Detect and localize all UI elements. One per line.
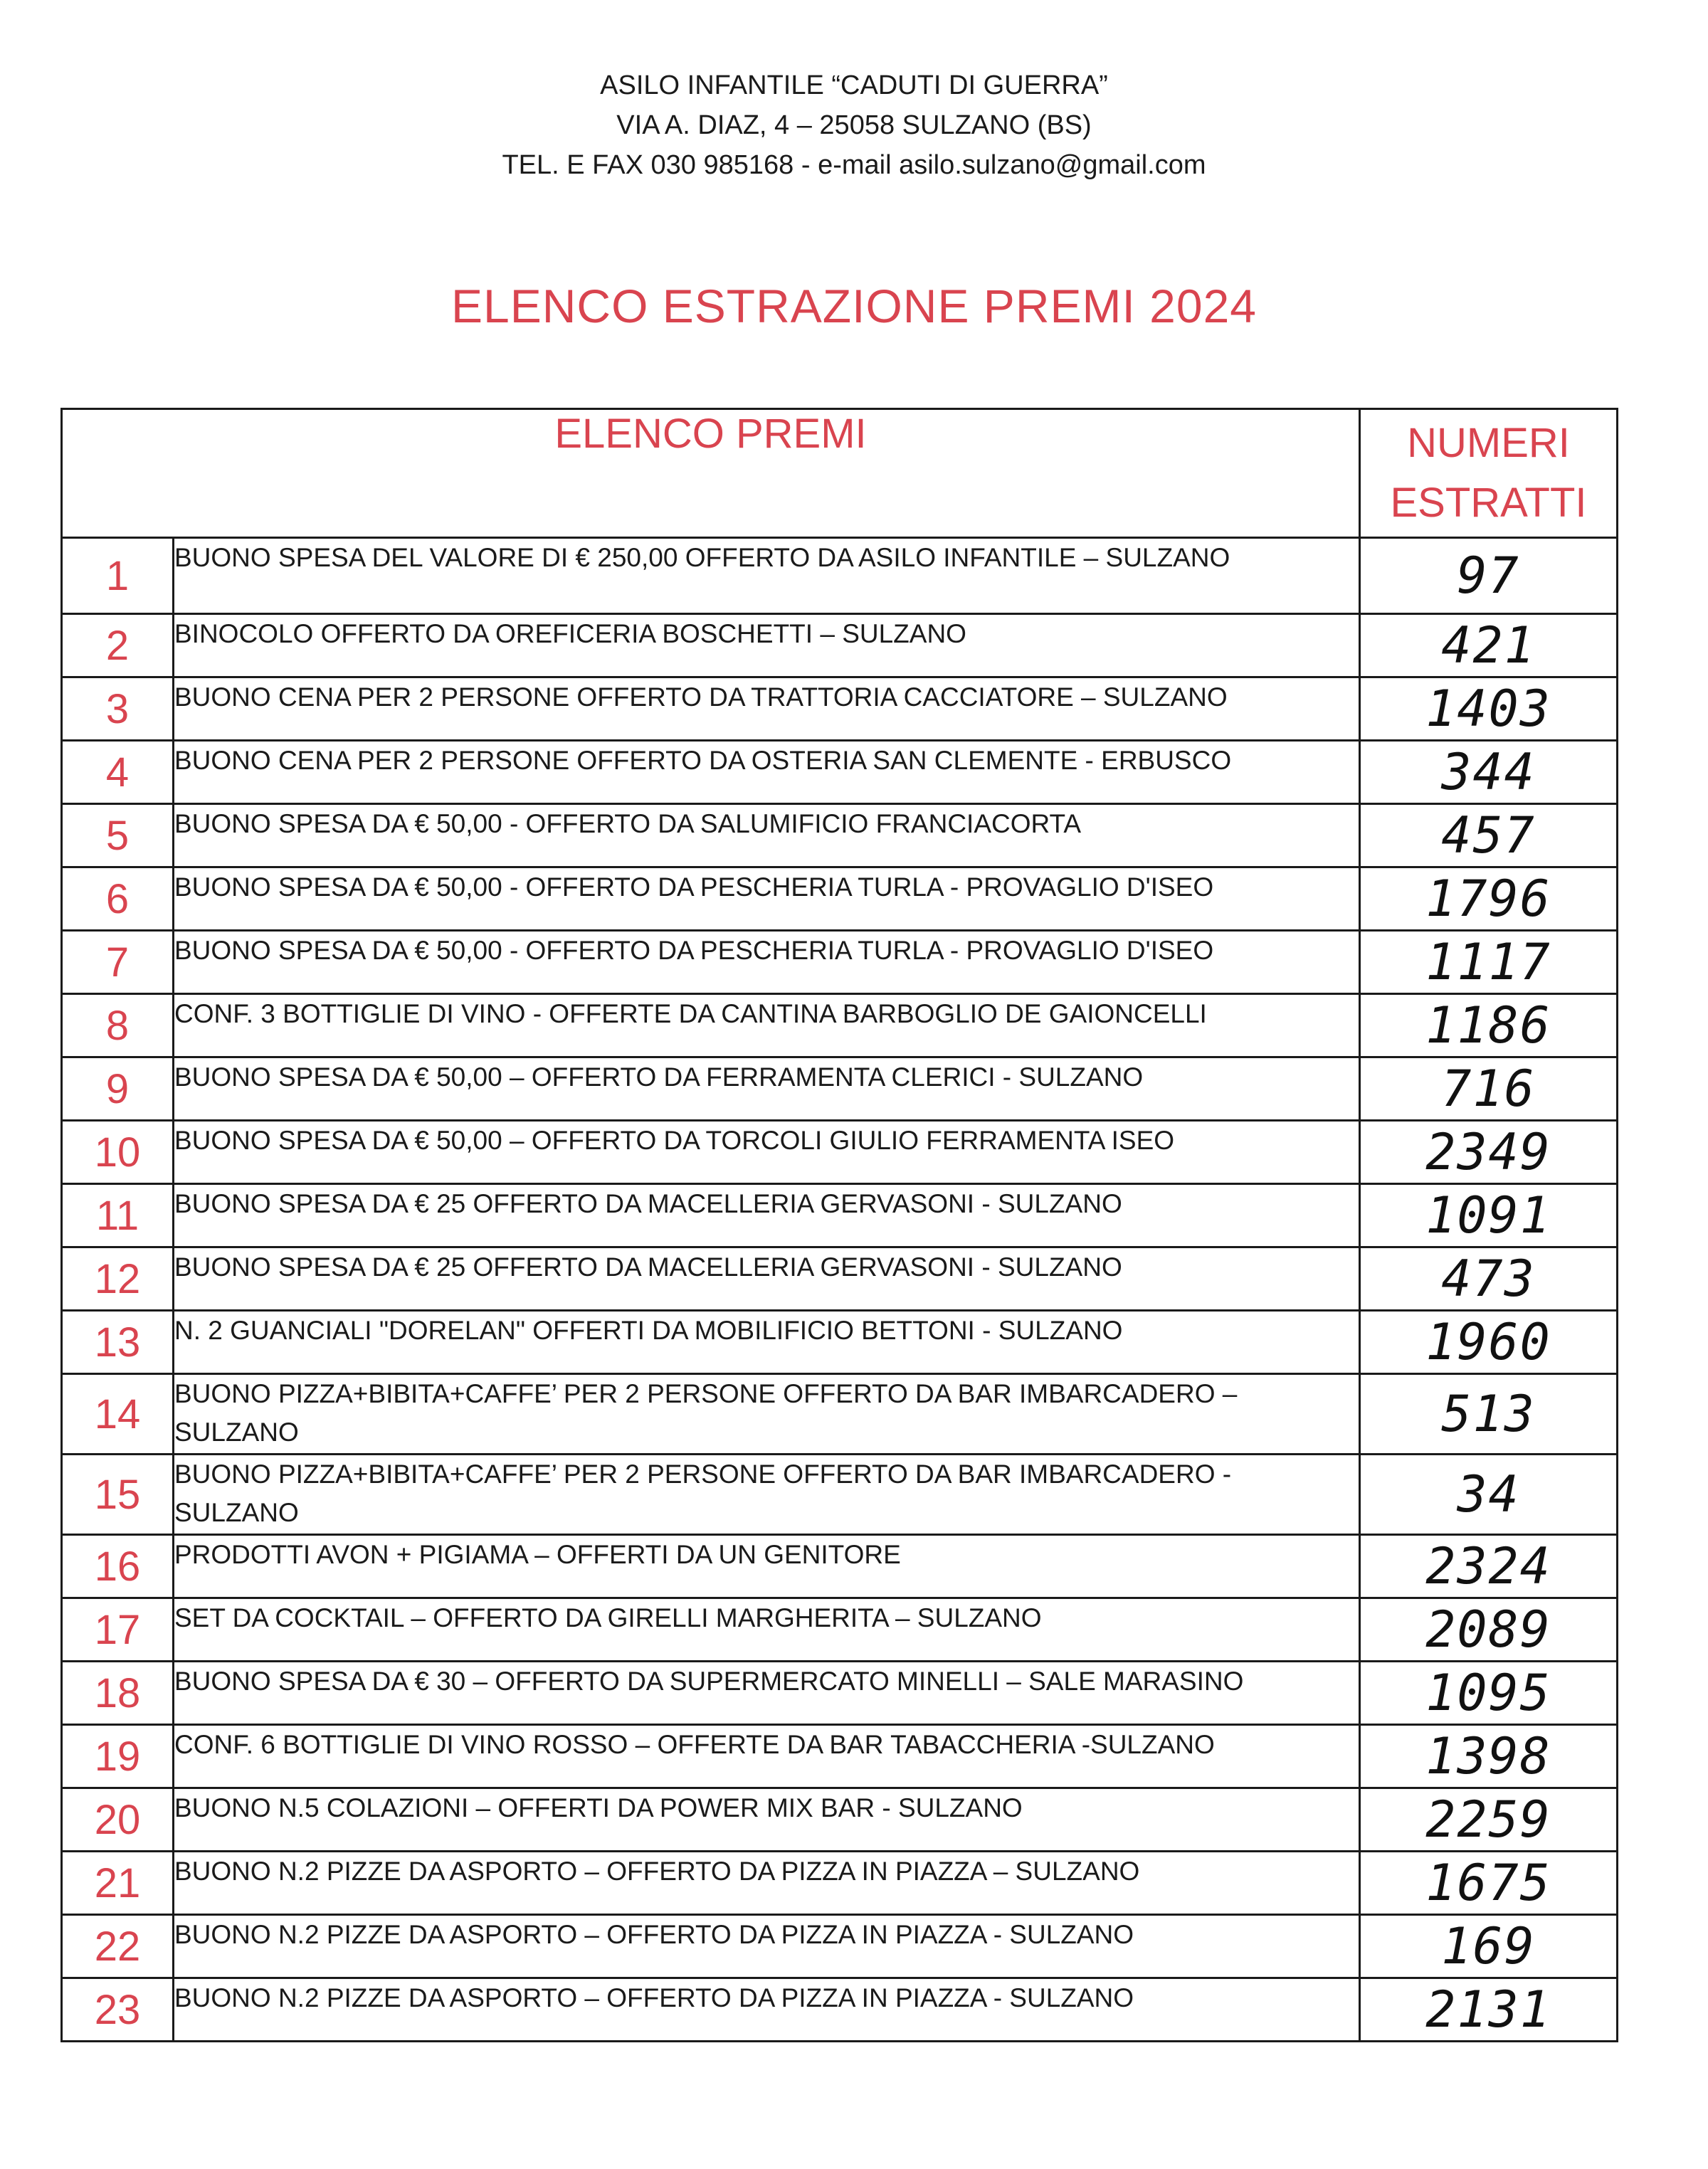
table-row: [62, 1311, 1618, 1374]
prize-table: [60, 408, 1618, 2042]
letterhead: [0, 65, 1708, 185]
prize-number: 7: [62, 931, 174, 994]
school-name: ASILO INFANTILE “CADUTI DI GUERRA”: [600, 70, 1108, 100]
prize-description: BUONO SPESA DA € 25 OFFERTO DA MACELLERIA GERVASONI - SULZANO: [174, 1247, 1360, 1311]
prize-number: 5: [62, 804, 174, 867]
prize-number: 18: [62, 1662, 174, 1725]
table-row: [62, 1725, 1618, 1788]
prize-description: BUONO N.2 PIZZE DA ASPORTO – OFFERTO DA PIZZA IN PIAZZA - SULZANO: [174, 1978, 1360, 2042]
prize-number: 1: [62, 538, 174, 614]
table-row: [62, 1915, 1618, 1978]
table-header-row: [62, 409, 1618, 538]
drawn-number: 1796: [1360, 867, 1618, 931]
table-row: [62, 538, 1618, 614]
prize-description: CONF. 6 BOTTIGLIE DI VINO ROSSO – OFFERTE DA BAR TABACCHERIA -SULZANO: [174, 1725, 1360, 1788]
header-drawn-line2: ESTRATTI: [1390, 480, 1587, 526]
table-row: [62, 1455, 1618, 1535]
table-row: [62, 1788, 1618, 1852]
prize-description: BUONO SPESA DA € 50,00 - OFFERTO DA SALUMIFICIO FRANCIACORTA: [174, 804, 1360, 867]
table-row: [62, 1535, 1618, 1598]
drawn-number: 34: [1360, 1455, 1618, 1535]
drawn-number: 169: [1360, 1915, 1618, 1978]
prize-number: 13: [62, 1311, 174, 1374]
prize-description: BUONO SPESA DA € 50,00 - OFFERTO DA PESCHERIA TURLA - PROVAGLIO D'ISEO: [174, 931, 1360, 994]
prize-description: BUONO PIZZA+BIBITA+CAFFE’ PER 2 PERSONE OFFERTO DA BAR IMBARCADERO - SULZANO: [174, 1455, 1360, 1535]
drawn-number: 513: [1360, 1374, 1618, 1455]
prize-number: 17: [62, 1598, 174, 1662]
drawn-number: 2131: [1360, 1978, 1618, 2042]
drawn-number: 2349: [1360, 1121, 1618, 1184]
drawn-number: 1960: [1360, 1311, 1618, 1374]
table-row: [62, 677, 1618, 741]
prize-number: 15: [62, 1455, 174, 1535]
table-row: [62, 1247, 1618, 1311]
prize-description: BUONO SPESA DA € 30 – OFFERTO DA SUPERMERCATO MINELLI – SALE MARASINO: [174, 1662, 1360, 1725]
prize-number: 12: [62, 1247, 174, 1311]
drawn-number: 1403: [1360, 677, 1618, 741]
prize-number: 9: [62, 1057, 174, 1121]
table-row: [62, 614, 1618, 677]
table-row: [62, 1662, 1618, 1725]
prize-description: BUONO N.2 PIZZE DA ASPORTO – OFFERTO DA PIZZA IN PIAZZA - SULZANO: [174, 1915, 1360, 1978]
drawn-number: 344: [1360, 741, 1618, 804]
prize-number: 20: [62, 1788, 174, 1852]
drawn-number: 1091: [1360, 1184, 1618, 1247]
prize-number: 6: [62, 867, 174, 931]
prize-number: 2: [62, 614, 174, 677]
prize-description: BUONO N.5 COLAZIONI – OFFERTI DA POWER MIX BAR - SULZANO: [174, 1788, 1360, 1852]
header-drawn-numbers: [1360, 409, 1618, 538]
prize-description: BUONO CENA PER 2 PERSONE OFFERTO DA OSTERIA SAN CLEMENTE - ERBUSCO: [174, 741, 1360, 804]
drawn-number: 1398: [1360, 1725, 1618, 1788]
school-contacts: TEL. E FAX 030 985168 - e-mail asilo.sulzano@gmail.com: [502, 150, 1206, 180]
prize-number: 10: [62, 1121, 174, 1184]
prize-description: BINOCOLO OFFERTO DA OREFICERIA BOSCHETTI – SULZANO: [174, 614, 1360, 677]
prize-description: BUONO SPESA DEL VALORE DI € 250,00 OFFERTO DA ASILO INFANTILE – SULZANO: [174, 538, 1360, 614]
prize-number: 23: [62, 1978, 174, 2042]
drawn-number: 1675: [1360, 1852, 1618, 1915]
header-drawn-line1: NUMERI: [1407, 420, 1570, 466]
table-row: [62, 931, 1618, 994]
prize-description: BUONO SPESA DA € 50,00 – OFFERTO DA TORCOLI GIULIO FERRAMENTA ISEO: [174, 1121, 1360, 1184]
prize-number: 8: [62, 994, 174, 1057]
drawn-number: 473: [1360, 1247, 1618, 1311]
table-row: [62, 994, 1618, 1057]
drawn-number: 1186: [1360, 994, 1618, 1057]
prize-number: 4: [62, 741, 174, 804]
document-title: ELENCO ESTRAZIONE PREMI 2024: [451, 280, 1257, 332]
prize-description: BUONO PIZZA+BIBITA+CAFFE’ PER 2 PERSONE OFFERTO DA BAR IMBARCADERO – SULZANO: [174, 1374, 1360, 1455]
prize-description: BUONO N.2 PIZZE DA ASPORTO – OFFERTO DA PIZZA IN PIAZZA – SULZANO: [174, 1852, 1360, 1915]
prize-description: BUONO SPESA DA € 50,00 – OFFERTO DA FERRAMENTA CLERICI - SULZANO: [174, 1057, 1360, 1121]
table-row: [62, 1184, 1618, 1247]
table-row: [62, 1121, 1618, 1184]
prize-description: PRODOTTI AVON + PIGIAMA – OFFERTI DA UN GENITORE: [174, 1535, 1360, 1598]
table-row: [62, 1852, 1618, 1915]
table-row: [62, 1598, 1618, 1662]
drawn-number: 97: [1360, 538, 1618, 614]
drawn-number: 2324: [1360, 1535, 1618, 1598]
prize-number: 11: [62, 1184, 174, 1247]
drawn-number: 2259: [1360, 1788, 1618, 1852]
prize-number: 21: [62, 1852, 174, 1915]
drawn-number: 1117: [1360, 931, 1618, 994]
prize-description: SET DA COCKTAIL – OFFERTO DA GIRELLI MARGHERITA – SULZANO: [174, 1598, 1360, 1662]
school-address: VIA A. DIAZ, 4 – 25058 SULZANO (BS): [616, 110, 1092, 140]
table-row: [62, 804, 1618, 867]
table-row: [62, 1057, 1618, 1121]
prize-description: BUONO SPESA DA € 25 OFFERTO DA MACELLERIA GERVASONI - SULZANO: [174, 1184, 1360, 1247]
table-row: [62, 741, 1618, 804]
table-row: [62, 1374, 1618, 1455]
header-prizes: ELENCO PREMI: [62, 409, 1360, 538]
prize-description: BUONO SPESA DA € 50,00 - OFFERTO DA PESCHERIA TURLA - PROVAGLIO D'ISEO: [174, 867, 1360, 931]
prize-description: CONF. 3 BOTTIGLIE DI VINO - OFFERTE DA CANTINA BARBOGLIO DE GAIONCELLI: [174, 994, 1360, 1057]
drawn-number: 716: [1360, 1057, 1618, 1121]
prize-description: BUONO CENA PER 2 PERSONE OFFERTO DA TRATTORIA CACCIATORE – SULZANO: [174, 677, 1360, 741]
drawn-number: 457: [1360, 804, 1618, 867]
table-row: [62, 1978, 1618, 2042]
prize-number: 14: [62, 1374, 174, 1455]
drawn-number: 2089: [1360, 1598, 1618, 1662]
drawn-number: 1095: [1360, 1662, 1618, 1725]
prize-number: 3: [62, 677, 174, 741]
prize-number: 22: [62, 1915, 174, 1978]
prize-description: N. 2 GUANCIALI "DORELAN" OFFERTI DA MOBILIFICIO BETTONI - SULZANO: [174, 1311, 1360, 1374]
prize-number: 19: [62, 1725, 174, 1788]
prize-rows: [62, 538, 1618, 2042]
drawn-number: 421: [1360, 614, 1618, 677]
table-row: [62, 867, 1618, 931]
prize-number: 16: [62, 1535, 174, 1598]
